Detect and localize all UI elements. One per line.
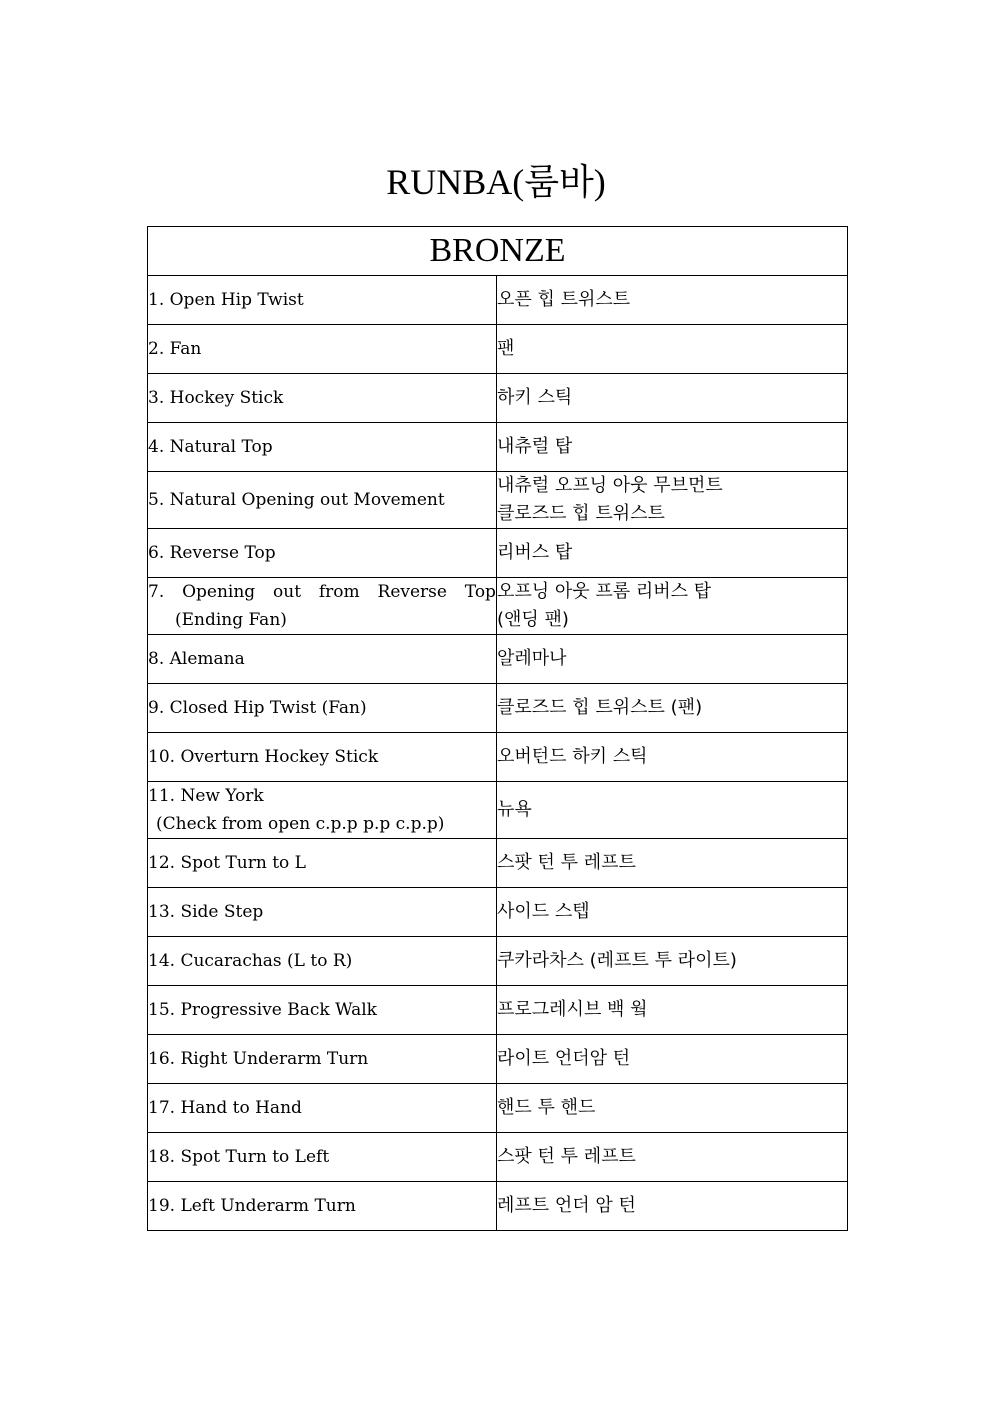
step-korean: 오픈 힙 트위스트 [497,276,848,325]
step-korean: 프로그레시브 백 웤 [497,986,848,1035]
table-header-row [148,227,848,276]
word: from [318,582,360,602]
figures-table [147,226,848,1231]
table-row [148,1182,848,1231]
step-english-line [148,578,496,606]
step-korean: 뉴욕 [497,782,848,839]
table-row [148,937,848,986]
step-english: 19. Left Underarm Turn [148,1182,497,1231]
step-english [148,578,497,635]
step-english: 8. Alemana [148,635,497,684]
step-english: 13. Side Step [148,888,497,937]
table-row [148,529,848,578]
table-row [148,578,848,635]
page-title: RUNBA(룸바) [386,162,606,202]
step-korean: 팬 [497,325,848,374]
table-row [148,839,848,888]
step-korean: 리버스 탑 [497,529,848,578]
step-korean: 클로즈드 힙 트위스트 (팬) [497,684,848,733]
step-korean [497,578,848,635]
step-korean: 알레마나 [497,635,848,684]
step-english: 3. Hockey Stick [148,374,497,423]
table-row [148,1084,848,1133]
table-row [148,374,848,423]
step-english-line: 11. New York [148,786,264,806]
step-korean: 스팟 턴 투 레프트 [497,839,848,888]
step-english: 2. Fan [148,325,497,374]
step-english [148,782,497,839]
step-english: 9. Closed Hip Twist (Fan) [148,684,497,733]
step-korean [497,472,848,529]
table-row [148,888,848,937]
step-korean-line: 오프닝 아웃 프롬 리버스 탑 [497,581,712,602]
step-korean: 라이트 언더암 턴 [497,1035,848,1084]
step-korean: 핸드 투 핸드 [497,1084,848,1133]
table-row [148,472,848,529]
word: 7. [148,582,165,602]
step-korean: 오버턴드 하키 스틱 [497,733,848,782]
step-korean-line: 클로즈드 힙 트위스트 [497,503,665,524]
step-korean: 스팟 턴 투 레프트 [497,1133,848,1182]
table-row [148,423,848,472]
table-row [148,1133,848,1182]
step-korean-line: 내츄럴 오프닝 아웃 무브먼트 [497,475,723,496]
word: Top [464,582,496,602]
table-row [148,986,848,1035]
step-english: 12. Spot Turn to L [148,839,497,888]
table-row [148,1035,848,1084]
table-row [148,684,848,733]
step-english: 14. Cucarachas (L to R) [148,937,497,986]
step-english: 15. Progressive Back Walk [148,986,497,1035]
step-korean: 레프트 언더 암 턴 [497,1182,848,1231]
step-korean: 하키 스틱 [497,374,848,423]
step-english-line: (Check from open c.p.p p.p c.p.p) [156,814,445,834]
table-row [148,325,848,374]
table-row [148,782,848,839]
step-english: 17. Hand to Hand [148,1084,497,1133]
table-row [148,733,848,782]
step-english: 5. Natural Opening out Movement [148,472,497,529]
step-english: 16. Right Underarm Turn [148,1035,497,1084]
step-korean: 쿠카라차스 (레프트 투 라이트) [497,937,848,986]
step-english: 18. Spot Turn to Left [148,1133,497,1182]
table-row [148,276,848,325]
step-english: 10. Overturn Hockey Stick [148,733,497,782]
step-korean: 내츄럴 탑 [497,423,848,472]
step-english: 6. Reverse Top [148,529,497,578]
step-korean-line: (앤딩 팬) [497,609,569,630]
word: Reverse [377,582,447,602]
word: out [273,582,302,602]
step-english: 4. Natural Top [148,423,497,472]
table-row [148,635,848,684]
step-english: 1. Open Hip Twist [148,276,497,325]
step-english-line: (Ending Fan) [175,610,287,630]
level-heading: BRONZE [148,227,848,276]
step-korean: 사이드 스텝 [497,888,848,937]
word: Opening [182,582,256,602]
